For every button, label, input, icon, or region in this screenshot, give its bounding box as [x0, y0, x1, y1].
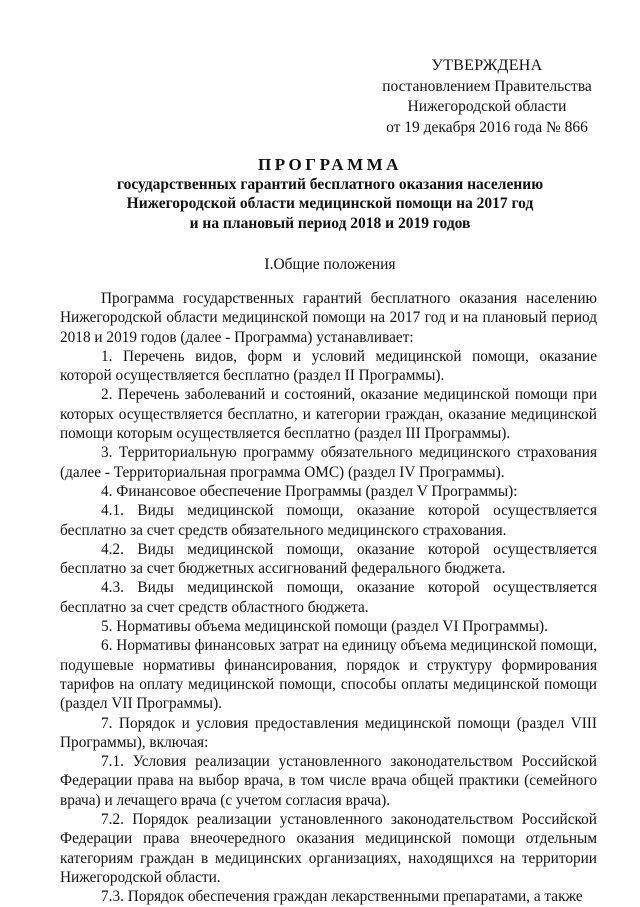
- paragraph: 7.3. Порядок обеспечения граждан лекарственными препаратами, а также: [101, 888, 583, 906]
- title-line-3: и на плановый период 2018 и 2019 годов: [189, 214, 471, 232]
- paragraph: Программа государственных гарантий бесплатного оказания населению Нижегородской области медицинской помощи на 2017 год и на плановый период 2018 и 2019 годов (далее - Программа) устанавливает:: [60, 290, 597, 346]
- paragraph: 1. Перечень видов, форм и условий медицинской помощи, оказание которой осуществляется бесплатно (раздел II Программы).: [60, 347, 597, 385]
- approval-line-3: от 19 декабря 2016 года № 866: [386, 118, 588, 136]
- document-title: [60, 155, 600, 233]
- paragraph: 4.1. Виды медицинской помощи, оказание которой осуществляется бесплатно за счет средств обязательного медицинского страхования.: [60, 502, 597, 539]
- approval-line-2: Нижегородской области: [407, 98, 567, 115]
- paragraph: 7. Порядок и условия предоставления медицинской помощи (раздел VIII Программы), включая:: [60, 714, 597, 751]
- paragraph: 4.2. Виды медицинской помощи, оказание которой осуществляется бесплатно за счет бюджетных ассигнований федерального бюджета.: [60, 540, 597, 578]
- approval-line-1: постановлением Правительства: [382, 77, 592, 95]
- paragraph: 7.1. Условия реализации установленного законодательством Российской Федерации права на выбор врача, в том числе врача общей практики (семейного врача) и лечащего врача (с учетом согласия врача).: [60, 753, 597, 809]
- title-line-2: Нижегородской области медицинской помощи на 2017 год: [126, 195, 534, 212]
- document-body: [60, 289, 597, 907]
- paragraph: 5. Нормативы объема медицинской помощи (раздел VI Программы).: [101, 618, 548, 636]
- title-line-1: государственных гарантий бесплатного оказания населению: [116, 175, 544, 193]
- approval-stamp: УТВЕРЖДЕНА: [431, 57, 543, 74]
- paragraph: 4.3. Виды медицинской помощи, оказание которой осуществляется бесплатно за счет средств областного бюджета.: [60, 579, 597, 616]
- paragraph: 3. Территориальную программу обязательного медицинского страхования (далее - Территориальная программа ОМС) (раздел IV Программы).: [60, 444, 597, 481]
- approval-block: [372, 56, 602, 138]
- section-title: I.Общие положения: [264, 256, 396, 273]
- paragraph: 7.2. Порядок реализации установленного законодательством Российской Федерации права внеочередного оказания медицинской помощи отдельным категориям граждан в медицинских организациях, находящихся на территории Нижегородской области.: [60, 811, 597, 886]
- title-heading: ПРОГРАММА: [258, 155, 402, 174]
- paragraph: 4. Финансовое обеспечение Программы (раздел V Программы):: [101, 482, 518, 500]
- paragraph: 2. Перечень заболеваний и состояний, оказание медицинской помощи при которых осуществляется бесплатно, и категории граждан, оказание медицинской помощи которым осуществляется бесплатно (раздел III Программы).: [60, 386, 597, 443]
- paragraph: 6. Нормативы финансовых затрат на единицу объема медицинской помощи, подушевые нормативы финансирования, порядок и структуру формирования тарифов на оплату медицинской помощи, способы оплаты медицинской помощи (раздел VII Программы).: [60, 637, 597, 713]
